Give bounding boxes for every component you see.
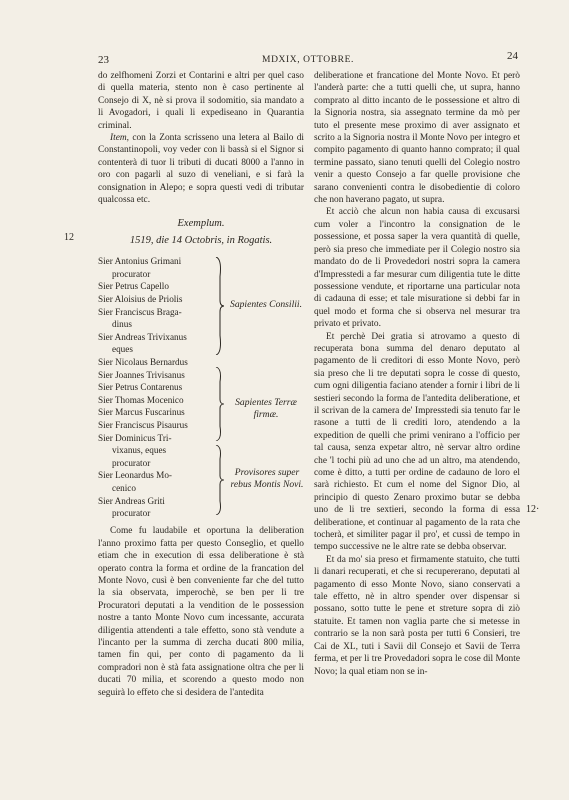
roster-line: Sier Marcus Fuscarinus [98,407,185,418]
item-word: Item, [110,133,130,144]
roster-line: Sier Nicolaus Bernardus [98,357,188,368]
roster-line: Sier Petrus Contarenus [98,382,183,393]
page-number-left: 23 [98,54,109,66]
roster-line: Sier Franciscus Braga- [98,306,182,317]
right-column [314,70,520,678]
roster-line: procurator [112,457,151,468]
left-column [98,70,304,699]
roster-line: procurator [112,508,151,519]
margin-number-left: 12 [64,232,74,243]
brace-icon [214,445,224,515]
right-paragraph-2: Et acciò che alcun non habia causa di excusarsi cum voler a l'incontro la consignation de le possessione, et possa saper la vera quantità di quelle, però sia preso che immediate per il Colegio nostro sia mandato do de li Provededori nostri sopra la camera d'Impresstedi a far mesurar cum diligentia tute le ditte possessione vendute, et riportarne una particular nota di cadauna di esse; et tale misuratione si debbi far in quel modo et forma che si observa nel mesurar tra privato et privato. [314,207,520,330]
roster-line: Sier Franciscus Pisaurus [98,420,188,430]
senators-roster [98,255,304,519]
exemplum-heading: Exemplum. [177,218,225,230]
roster-line: Sier Andreas Griti [98,495,165,506]
roster-line: cenico [112,482,136,493]
roster-line: vixanus, eques [112,445,167,456]
group-label-consilii: Sapientes Consilii. [230,299,302,311]
left-paragraph-1: do zelfhomeni Zorzi et Contarini e altri per quel caso di quella materia, stento non è caso pertinente al Consejo di X, nè si prova il sodomitio, sia mandato a li Avogadori, i quali li expediseano in Quarantia criminal. [98,71,304,131]
left-paragraph-2 [98,132,304,206]
roster-line: Sier Petrus Capello [98,281,169,292]
roster-line: Sier Thomas Mocenico [98,394,184,405]
roster-line: Sier Leonardus Mo- [98,470,172,481]
roster-line: dinus [112,319,132,330]
running-header [98,50,518,68]
right-paragraph-3: Et perchè Dei gratia si atrovamo a questo di recuperata bona summa del denaro deputato al pagamento de li creditori di esso Monte Novo, però sia preso che li tre deputati sopra le cosse di questo, cum ogni diligentia faciano atender a fornir i libri de li sestieri secondo la forma de l'antedita deliberatione, et il scrivan de la camera de' Impresstedi sia tenuto far le rasone a tutti de li crediti loro, atendendo a la expedition de quelli che primi venirano a l'officio per tal causa, senza expetar altro, nè servar altro ordine che 'l tochi più ad uno che ad un altro, ma atendendo, come è ditto, a tutti per ordine de cadauno de loro el sarà richiesto. Et cum el nome del Signor Dio, al principio di questo Zenaro proximo butar se debba uno de li tre sextieri, secondo la forma di essa deliberatione, et continuar al pagamento de la rata che tocherà, et similiter pagar il pro', et cussì de tempo in tempo successive ne le altre rate se debba observar. [314,331,520,553]
roster-names [98,255,213,519]
right-paragraph-4: Et da mo' sia preso et firmamente statuito, che tutti li danari recuperati, et che si recupererano, deputati al pagamento di esso Monte Novo, siano conservati a tale effetto, nè in altro spender over dispensar si possano, sotto tutte le pene et streture sopra di ziò statuite. Et tamen non vaglia parte che si metesse in contrario se la non sarà posta per tutti 6 Consieri, tre Cai de XL, tuti i Savii dil Consejo et Savii de Terra ferma, et per li tre Provedadori sopra le cose dil Monte Novo; la qual etiam non se in- [314,554,520,677]
roster-line: Sier Joannes Trivisanus [98,369,185,380]
roster-line: eques [112,344,133,355]
page-number-right: 24 [507,50,518,62]
roster-line: Sier Dominicus Tri- [98,432,172,443]
left-paragraph-3: Come fu laudabile et oportuna la deliberation l'anno proximo fatta per questo Conseglio, et quello etiam che in execution di essa deliberatione è stà operato contra la forma et ordine de la francation del Monte Novo, cusì è ben conveniente far che del tutto la sia observata, imperochè, se ben per li tre Procuratori deputati a la vendition de le possession nostre a tanto Monte Novo cum incessante, accurata diligentia attendenti a tale effetto, sono stà vendute a l'incanto per la summa di zercha ducati 800 milia, tamen fin qui, per conto di pagamento da li compradori non è stà fata assignatione oltra che per li ducati 70 milia, et scorendo a questo modo non seguirà lo effeto che si desidera de l'antedita [98,526,304,698]
roster-line: Sier Antonius Grimani [98,256,182,267]
margin-number-right: 12· [526,504,540,515]
brace-icon [214,257,224,355]
running-title: MDXIX, OTTOBRE. [262,55,354,65]
dateline: 1519, die 14 Octobris, in Rogatis. [129,234,273,246]
left-paragraph-2-text: con la Zonta scrisseno una letera al Bailo di Constantinopoli, voy veder con li bassà si el Signor si contenterà di tuor li tributi di ducati 8000 a l'anno in oro con pagarli al suzo di veneliani, e si farà la consignation in Alepo; e sopra questi vedi di tributar qualcossa etc. [98,133,304,206]
roster-line: procurator [112,268,151,279]
group-label-terrae-firmae: Sapientes Terræ firmæ. [235,397,297,421]
roster-line: Sier Aloisius de Priolis [98,294,183,305]
roster-line: Sier Andreas Trivixanus [98,331,187,342]
brace-icon [214,367,224,441]
right-paragraph-1: deliberatione et francatione del Monte Novo. Et però l'anderà parte: che a tutti quelli che, ut supra, hanno comprato al ditto incanto de le possessione et altro di la Signoria nostra, sia assegnato termine da mò per tuto el presente mese proximo di aver assignato et scrito a la Signoria nostra il Monte Novo per integro et compito pagamento di quanto hanno comprato; il qual termine passato, siano tenuti quelli del Colegio nostro venir a questo Consejo a far quelle provisione che sarano convenienti contra le disobedientie di coloro che non haverano pagato, ut supra. [314,71,520,206]
group-label-provisores: Provisores super rebus Montis Novi. [230,467,304,491]
